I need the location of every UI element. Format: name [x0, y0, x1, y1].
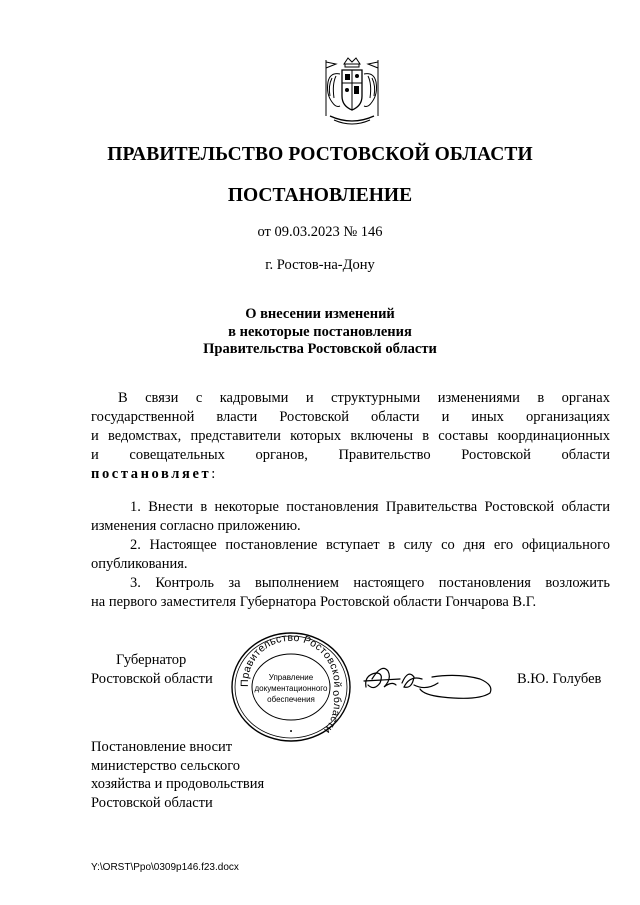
seal-center-line: обеспечения	[267, 695, 315, 704]
submitter-block	[91, 738, 264, 812]
government-title: ПРАВИТЕЛЬСТВО РОСТОВСКОЙ ОБЛАСТИ	[107, 144, 533, 165]
document-date-number: от 09.03.2023 № 146	[257, 224, 383, 240]
submitter-line: Постановление вносит	[91, 739, 233, 755]
item-line: 2. Настоящее постановление вступает в силу со дня его официального	[130, 537, 610, 553]
intro-paragraph	[91, 389, 610, 484]
submitter-line: хозяйства и продовольствия	[91, 776, 265, 792]
seal-center-line: Управление	[268, 673, 314, 682]
seal-ring-text: Правительство Ростовской области	[238, 631, 344, 736]
intro-line: и ведомствах, представители которых включены в составы координационных	[91, 428, 610, 444]
subject-line: О внесении изменений	[245, 306, 395, 322]
seal-star-icon: •	[289, 727, 293, 736]
seal-center-line: документационного	[254, 684, 328, 693]
intro-line: и совещательных органов, Правительство Ростовской области	[91, 447, 610, 463]
resolves-word: постановляет	[91, 466, 212, 482]
signatory-position-line1: Губернатор	[116, 652, 187, 668]
document-subject	[0, 306, 640, 359]
handwritten-signature	[362, 657, 498, 705]
item-line: 3. Контроль за выполнением настоящего постановления возложить	[130, 575, 610, 591]
submitter-line: Ростовской области	[91, 794, 213, 811]
intro-line: государственной власти Ростовской области и иных организациях	[91, 409, 610, 425]
resolves-colon: :	[211, 466, 216, 482]
intro-line: В связи с кадровыми и структурными изменениями в органах	[118, 390, 610, 406]
item-line: изменения согласно приложению.	[91, 518, 301, 534]
intro-resolution-line	[91, 465, 610, 484]
subject-line: Правительства Ростовской области	[203, 341, 437, 357]
signatory-position-line2: Ростовской области	[91, 671, 213, 687]
signatory-name: В.Ю. Голубев	[517, 671, 602, 687]
coat-of-arms-emblem	[318, 56, 386, 130]
file-path-footer: Y:\ORST\Ppo\0309p146.f23.docx	[91, 862, 239, 873]
submitter-line: министерство сельского	[91, 757, 241, 774]
subject-line: в некоторые постановления	[228, 323, 412, 340]
official-seal	[229, 631, 353, 743]
document-type: ПОСТАНОВЛЕНИЕ	[227, 185, 413, 206]
item-line: 1. Внести в некоторые постановления Правительства Ростовской области	[130, 499, 610, 515]
item-line: на первого заместителя Губернатора Ростовской области Гончарова В.Г.	[91, 594, 537, 610]
document-city: г. Ростов-на-Дону	[265, 257, 375, 273]
resolution-items	[91, 498, 610, 612]
item-line: опубликования.	[91, 556, 188, 572]
